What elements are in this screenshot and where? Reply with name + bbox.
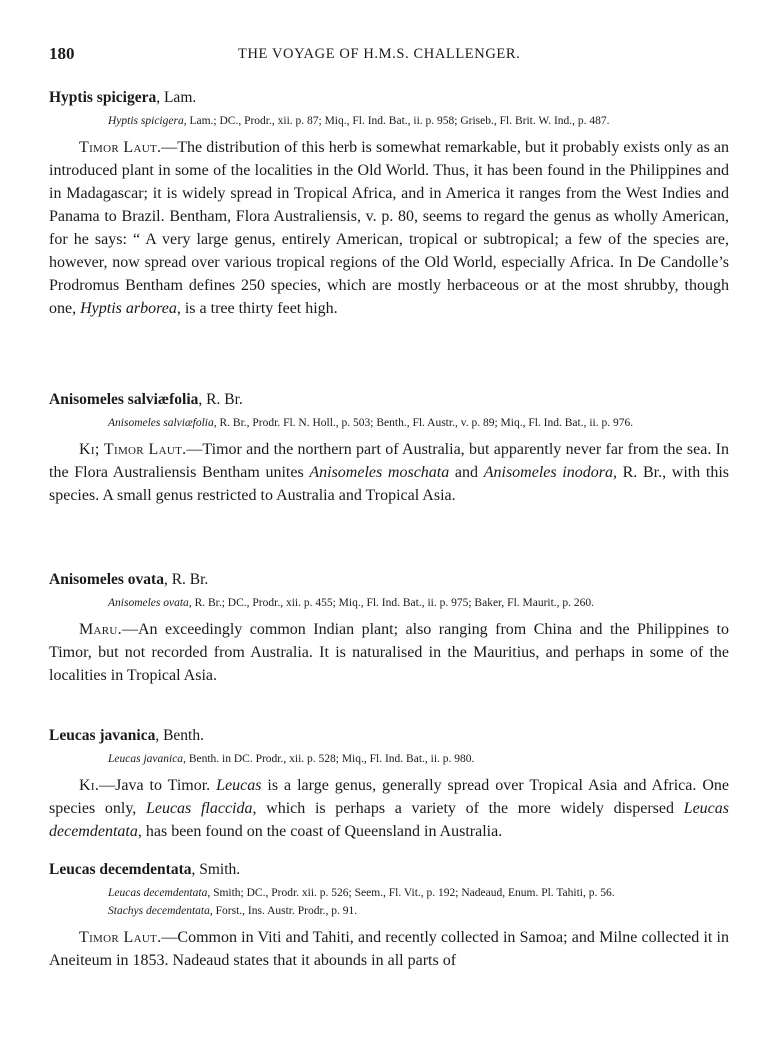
species-entry-leucas-decemdentata — [49, 860, 729, 972]
species-name: Anisomeles salviæfolia — [49, 391, 199, 408]
reference-citation: Anisomeles ovata, R. Br.; DC., Prodr., xii. p. 455; Miq., Fl. Ind. Bat., ii. p. 975; Baker, Fl. Maurit., p. 260. — [108, 597, 595, 609]
locality: Timor Laut. — [79, 929, 162, 946]
locality: Ki. — [79, 777, 100, 794]
reference-citation: Anisomeles salviæfolia, R. Br., Prodr. Fl. N. Holl., p. 503; Benth., Fl. Austr., v. p. 89; Miq., Fl. Ind. Bat., ii. p. 976. — [108, 417, 634, 429]
species-author: , Benth. — [155, 727, 204, 744]
species-entry-anisomeles-salviaefolia — [49, 390, 729, 507]
locality: Timor Laut. — [79, 139, 162, 156]
species-description: Maru.—An exceedingly common Indian plant; also ranging from China and the Philippines to Timor, but not recorded from Australia. It is naturalised in the Mauritius, and perhaps in some of the localities in Tropical Asia. — [49, 621, 729, 684]
species-heading — [49, 88, 729, 108]
species-heading — [49, 860, 729, 880]
species-description: Ki; Timor Laut.—Timor and the northern part of Australia, but apparently never far from the sea. In the Flora Australiensis Bentham unites Anisomeles moschata and Anisomeles inodora, R. Br., with this species. A small genus restricted to Australia and Tropical Asia. — [49, 441, 730, 504]
species-author: , Smith. — [191, 861, 241, 878]
species-description: Timor Laut.—Common in Viti and Tahiti, and recently collected in Samoa; and Milne collected it in Aneiteum in 1853. Nadeaud states that it abounds in all parts of — [49, 929, 729, 969]
species-author: , R. Br. — [198, 391, 243, 408]
species-name: Leucas decemdentata — [49, 861, 192, 878]
running-title: THE VOYAGE OF H.M.S. CHALLENGER. — [238, 46, 521, 62]
species-name: Hyptis spicigera — [49, 89, 157, 106]
species-heading — [49, 390, 729, 410]
reference-citation: Leucas decemdentata, Smith; DC., Prodr. xii. p. 526; Seem., Fl. Vit., p. 192; Nadeaud, Enum. Pl. Tahiti, p. 56. — [108, 887, 615, 899]
species-entry-leucas-javanica — [49, 726, 729, 843]
species-description: Ki.—Java to Timor. Leucas is a large genus, generally spread over Tropical Asia and Africa. One species only, Leucas flaccida, which is perhaps a variety of the more widely dispersed Leucas decemdentata, has been found on the coast of Queensland in Australia. — [49, 777, 729, 840]
species-description: Timor Laut.—The distribution of this herb is somewhat remarkable, but it probably exists only as an introduced plant in some of the localities in the Old World. Thus, it has been found in the Philippines and in Madagascar; it is widely spread in Tropical Africa, and in America it ranges from the West Indies and Panama to Brazil. Bentham, Flora Australiensis, v. p. 80, seems to regard the genus as wholly American, for he says: “ A very large genus, entirely American, tropical or subtropical; a few of the species are, however, now spread over various tropical regions of the Old World, especially Africa. In De Candolle’s Prodromus Bentham defines 250 species, which are mostly herbaceous or at the most shrubby, though one, Hyptis arborea, is a tree thirty feet high. — [49, 139, 729, 317]
species-name: Anisomeles ovata — [49, 571, 164, 588]
reference-citation: Stachys decemdentata, Forst., Ins. Austr. Prodr., p. 91. — [108, 905, 358, 917]
locality: Maru. — [79, 621, 122, 638]
page-number: 180 — [49, 44, 75, 63]
species-name: Leucas javanica — [49, 727, 156, 744]
species-heading — [49, 726, 729, 746]
locality: Ki; Timor Laut. — [79, 441, 187, 458]
species-entry-hyptis-spicigera — [49, 88, 729, 320]
reference-citation: Leucas javanica, Benth. in DC. Prodr., xii. p. 528; Miq., Fl. Ind. Bat., ii. p. 980. — [108, 753, 475, 765]
reference-citation: Hyptis spicigera, Lam.; DC., Prodr., xii. p. 87; Miq., Fl. Ind. Bat., ii. p. 958; Griseb., Fl. Brit. W. Ind., p. 487. — [108, 115, 610, 127]
species-entry-anisomeles-ovata — [49, 570, 729, 687]
species-heading — [49, 570, 729, 590]
species-author: , R. Br. — [163, 571, 209, 588]
species-author: , Lam. — [156, 89, 197, 106]
